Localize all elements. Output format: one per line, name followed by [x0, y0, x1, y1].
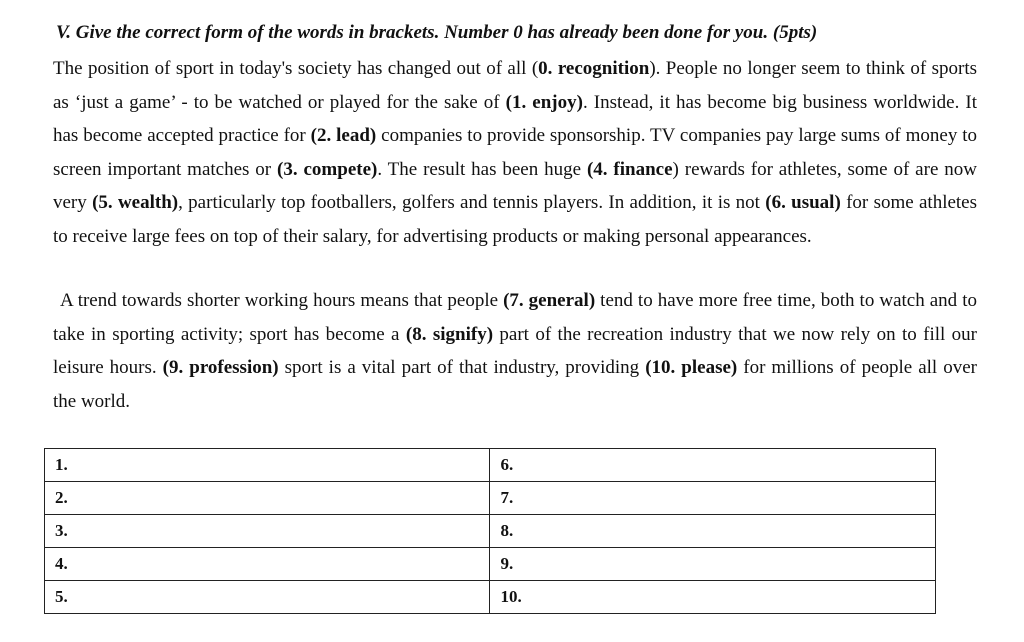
- blank-word-prompt: (3. compete): [277, 158, 378, 180]
- passage-text: . Instead, it has become big business worldwide. It has become accepted practice for: [53, 91, 977, 146]
- passage-text: A trend towards shorter working hours means that people: [60, 290, 504, 311]
- passage-text: part of the recreation industry that we now rely on to fill our leisure hours.: [53, 323, 978, 378]
- passage-text: ). People no longer seem to think of sports as ‘just a game’ - to be watched or played for the sake of: [53, 58, 977, 113]
- passage-text: ) rewards for athletes, some of are now very: [53, 158, 977, 213]
- answer-cell[interactable]: 5.: [45, 581, 490, 614]
- answer-row: [45, 449, 936, 482]
- passage-text: sport is a vital part of that industry, providing: [278, 357, 646, 378]
- answer-cell[interactable]: 10.: [490, 581, 936, 614]
- answer-cell[interactable]: 3.: [45, 515, 490, 548]
- blank-word-prompt: (6. usual): [765, 192, 841, 213]
- passage-text: The position of sport in today's society has changed out of all (: [53, 58, 539, 79]
- answer-cell[interactable]: 1.: [45, 449, 490, 482]
- answer-cell[interactable]: 6.: [490, 449, 936, 482]
- answer-row: [45, 581, 936, 614]
- answer-cell[interactable]: 9.: [490, 548, 936, 581]
- blank-word-prompt: (2. lead): [310, 125, 377, 146]
- passage-text: tend to have more free time, both to watch and to take in sporting activity; sport has become a: [53, 290, 977, 345]
- blank-word-prompt: (7. general): [503, 290, 596, 311]
- blank-word-prompt: (5. wealth): [92, 192, 179, 213]
- blank-word-prompt: (1. enjoy): [505, 91, 583, 113]
- blank-word-prompt: (9. profession): [162, 357, 279, 378]
- answer-cell[interactable]: 2.: [45, 482, 490, 515]
- passage-text: for some athletes to receive large fees on top of their salary, for advertising products or making personal appearances.: [53, 192, 978, 247]
- blank-word-prompt: (8. signify): [405, 323, 494, 345]
- passage-text: for millions of people all over the world.: [53, 357, 977, 412]
- passage-text: . The result has been huge: [377, 158, 587, 180]
- exercise-heading: V. Give the correct form of the words in brackets. Number 0 has already been done for you. (5pts): [56, 22, 818, 43]
- passage-paragraph-2: [53, 284, 977, 418]
- answer-row: [45, 515, 936, 548]
- answer-row: [45, 548, 936, 581]
- answer-table: [44, 448, 936, 614]
- passage-paragraph-1: [53, 52, 977, 253]
- passage-text: companies to provide sponsorship. TV companies pay large sums of money to screen important matches or: [53, 125, 978, 180]
- blank-word-prompt: 0. recognition: [538, 58, 650, 79]
- blank-word-prompt: (4. finance: [586, 158, 673, 180]
- answer-cell[interactable]: 4.: [45, 548, 490, 581]
- answer-cell[interactable]: 7.: [490, 482, 936, 515]
- blank-word-prompt: (10. please): [645, 357, 738, 378]
- answer-row: [45, 482, 936, 515]
- answer-cell[interactable]: 8.: [490, 515, 936, 548]
- passage-text: , particularly top footballers, golfers and tennis players. In addition, it is not: [178, 192, 766, 213]
